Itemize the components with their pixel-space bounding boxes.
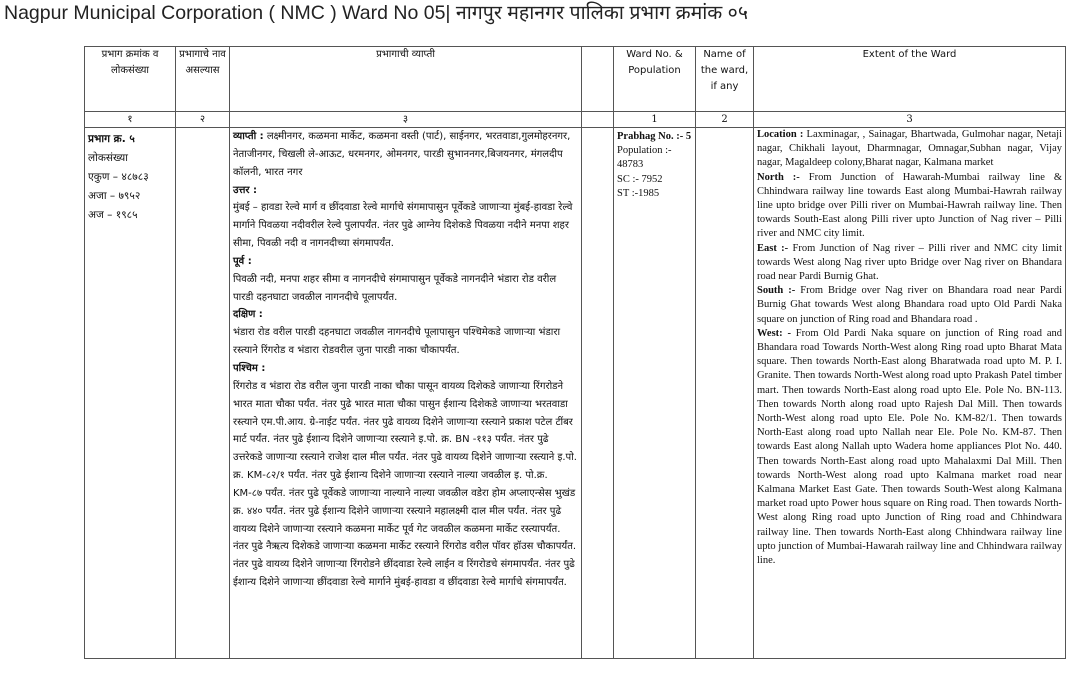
- mr-sc: अजा – ७९५२: [88, 190, 141, 202]
- en-ward-name-cell: [696, 128, 754, 659]
- header-mr-extent: प्रभागाची व्याप्ती: [230, 47, 582, 112]
- en-east-label: East :-: [757, 242, 789, 254]
- column-number-row: [85, 112, 1066, 128]
- en-west-text: From Old Pardi Naka square on junction of Ring road and Bhandara road Towards North-West along Ring road upto Bharat Mata square. Then towards North-East along Bharatwada road upto M. P. I. Granite. Then towards North-West along road upto Prakash Patel timber mart. Then towards North-East along road upto Ele. Pole No. BN-113. Then towards North along road upto Rajesh Dal Mill. Then towards North-West along road upto Ele. Pole No. KM-82/1. Then towards North-East along road upto Nallah near Ele. Pole No. KM-87. Then towards East along Nallah upto Wadera home appliances Plot No. 440. Then towards North-East along road upto Mahalaxmi Dal Mill. Then towards North-West along road upto Kalmana market road near Kalmana Market East Gate. Then towards South-West along Kalmana market road upto Power hous square on Ring road. Then towards North-West along Ring road upto Junction of Ring road and Chhindwara railway line. Then towards North-East along Chhindwara railway line upto junction of Mumbai-Hawarah railway line and Chhindwara railway line.: [757, 327, 1062, 567]
- en-prabhag-no: Prabhag No. :- 5: [617, 131, 692, 142]
- mr-ward-no: प्रभाग क्र. ५: [88, 133, 135, 145]
- spacer-cell: [582, 112, 614, 128]
- col-number: 3: [754, 112, 1066, 128]
- en-population-label: Population :-: [617, 145, 672, 157]
- page-title: Nagpur Municipal Corporation ( NMC ) Ward No 05| नागपुर महानगर पालिका प्रभाग क्रमांक ०५: [4, 2, 748, 24]
- col-number: १: [85, 112, 176, 128]
- header-mr-ward-name: प्रभागाचे नाव असल्यास: [176, 47, 230, 112]
- col-number: 1: [614, 112, 696, 128]
- mr-west-text: रिंगरोड व भंडारा रोड वरील जुना पारडी नाका चौका पासून वायव्य दिशेकडे जाणाऱ्या रिंगरोडने भारत माता चौका पर्यंत. नंतर पुढे भारत माता चौका पासुन ईशान्य दिशेकडे जाणाऱ्या भरतवाडा रस्त्याने एम.पी.आय. ग्रे-नाईट पर्यंत. नंतर पुढे वायव्य दिशेने जाणाऱ्या रस्त्याने प्रकाश पटेल टींबर मार्ट पर्यंत. नंतर पुढे ईशान्य दिशेने जाणाऱ्या रस्त्याने इ.पो. क्र. BN -११३ पर्यंत. नंतर पुढे उत्तरेकडे जाणाऱ्या रस्त्याने राजेश दाल मील पर्यंत. नंतर पुढे वायव्य दिशेने जाणाऱ्या रस्त्याने इ.पो. क्र. KM-८२/१ पर्यंत. नंतर पुढे ईशान्य दिशेने जाणाऱ्या रस्त्याने नाल्या जवळील इ. पो.क्र. KM-८७ पर्यंत. नंतर पुढे पूर्वेकडे जाणाऱ्या नाल्याने नाल्या जवळील वडेरा होम अप्लाएन्सेस भुखंड क्र. ४४० पर्यंत. नंतर पुढे ईशान्य दिशेने जाणाऱ्या रस्त्याने महालक्ष्मी दाल मील पर्यंत. नंतर पुढे वायव्य दिशेने जाणाऱ्या रस्त्याने कळमना मार्केट पूर्व गेट जवळील कळमना मार्केट रस्त्यापर्यंत. नंतर पुढे नैऋत्य दिशेकडे जाणाऱ्या कळमना मार्केट रस्त्याने रिंगरोड वरील पॉवर हॉउस चौकापर्यंत. नंतर पुढे वायव्य दिशेने जाणाऱ्या रिंगरोडने छींदवाडा रेल्वे लाईन व रिंगरोडचे संगमापर्यंत. नंतर पुढे ईशान्य दिशेने जाणाऱ्या छींदवाडा रेल्वे मार्गाने मुंबई-हावडा व छींदवाडा रेल्वे मार्गाचे संगमापर्यंत.: [233, 380, 577, 589]
- en-sc: SC :- 7952: [617, 173, 663, 185]
- ward-row: [85, 128, 1066, 659]
- mr-north-text: मुंबई – हावडा रेल्वे मार्ग व छींदवाडा रेल्वे मार्गाचे संगमापासुन पूर्वेकडे जाणाऱ्या मुंबई-हावडा रेल्वे मार्गाने पिवळया नदीवरील रेल्वे पुलापर्यंत. नंतर पुढे आग्नेय दिशेकडे पिवळया नदीने मनपा शहर सीमा, पिवळी नदी व नागनदीच्या संगमापर्यंत.: [233, 202, 573, 250]
- ward-table: [84, 46, 1066, 659]
- mr-st: अज – १९८५: [88, 209, 138, 221]
- mr-location-text: लक्ष्मीनगर, कळमना मार्केट, कळमना वस्ती (पार्ट), साईनगर, भरतवाडा,गुलमोहरनगर, नेताजीनगर, चिखली ले-आऊट, धरमनगर, ओमनगर, पारडी सुभाननगर,बिजयनगर, मंगलदीप कॉलनी, भारत नगर: [233, 131, 571, 178]
- mr-population-label: लोकसंख्या: [88, 152, 128, 164]
- en-west-label: West: -: [757, 327, 791, 339]
- en-south-text: From Bridge over Nag river on Bhandara road near Pardi Burnig Ghat towards West along Bhandara road upto Old Pardi Naka square on junction of Ring road and Bhandara road .: [757, 285, 1063, 325]
- mr-location-label: व्याप्ती :: [233, 131, 264, 142]
- en-location-text: Laxminagar, , Sainagar, Bhartwada, Gulmohar nagar, Netaji nagar, Chikhali layout, Dharmnagar, Omnagar,Subhan nagar, Vijay nagar, Magaldeep colony,Bharat nagar, Kalmana market: [757, 129, 1063, 169]
- en-extent: [754, 128, 1066, 659]
- header-en-ward-population: Ward No. & Population: [614, 47, 696, 112]
- mr-south-label: दक्षिण :: [233, 309, 263, 321]
- header-en-ward-name: Name of the ward, if any: [696, 47, 754, 112]
- mr-ward-info: [85, 128, 176, 659]
- col-number: 2: [696, 112, 754, 128]
- mr-south-text: भंडारा रोड वरील पारडी दहनघाटा जवळील नागनदीचे पूलापासुन पश्चिमेकडे जाणाऱ्या भंडारा रस्त्याने रिंगरोड व भंडारा रोडवरील जुना पारडी नाका चौकापर्यंत.: [233, 327, 561, 357]
- en-population-value: 48783: [617, 159, 644, 171]
- en-st: ST :-1985: [617, 187, 660, 199]
- mr-east-text: पिवळी नदी, मनपा शहर सीमा व नागनदीचे संगमापासुन पूर्वेकडे नागनदीने भंडारा रोड वरील पारडी दहनघाटा जवळील नागनदीचे पूलापर्यंत.: [233, 273, 557, 303]
- en-location-label: Location :: [757, 129, 804, 140]
- en-east-text: From Junction of Nag river – Pilli river and NMC city limit towards West along Nag river upto Bridge over Nag river on Bhandara road near Pardi Burnig Ghat.: [757, 242, 1063, 283]
- header-row: [85, 47, 1066, 112]
- mr-ward-name-cell: [176, 128, 230, 659]
- en-south-label: South :-: [757, 285, 796, 297]
- mr-east-label: पूर्व :: [233, 255, 252, 267]
- mr-west-label: पश्चिम :: [233, 362, 266, 374]
- col-number: २: [176, 112, 230, 128]
- en-ward-info: [614, 128, 696, 659]
- spacer-cell: [582, 128, 614, 659]
- mr-population-total: एकुण – ४८७८३: [88, 171, 149, 183]
- header-mr-ward-population: प्रभाग क्रमांक व लोकसंख्या: [85, 47, 176, 112]
- mr-extent: [230, 128, 582, 659]
- col-number: ३: [230, 112, 582, 128]
- header-en-extent: Extent of the Ward: [754, 47, 1066, 112]
- header-spacer: [582, 47, 614, 112]
- en-north-label: North :-: [757, 171, 800, 183]
- en-north-text: From Junction of Hawarah-Mumbai railway line & Chhindwara railway line towards East along Mumbai-Hawrah railway line upto bridge over Pilli river on Mumbai-Hawrah railway line. Then towards South-East along Pilli river upto Junction of Nag river – Pilli river and NMC city limit.: [757, 171, 1063, 240]
- mr-north-label: उत्तर :: [233, 184, 257, 196]
